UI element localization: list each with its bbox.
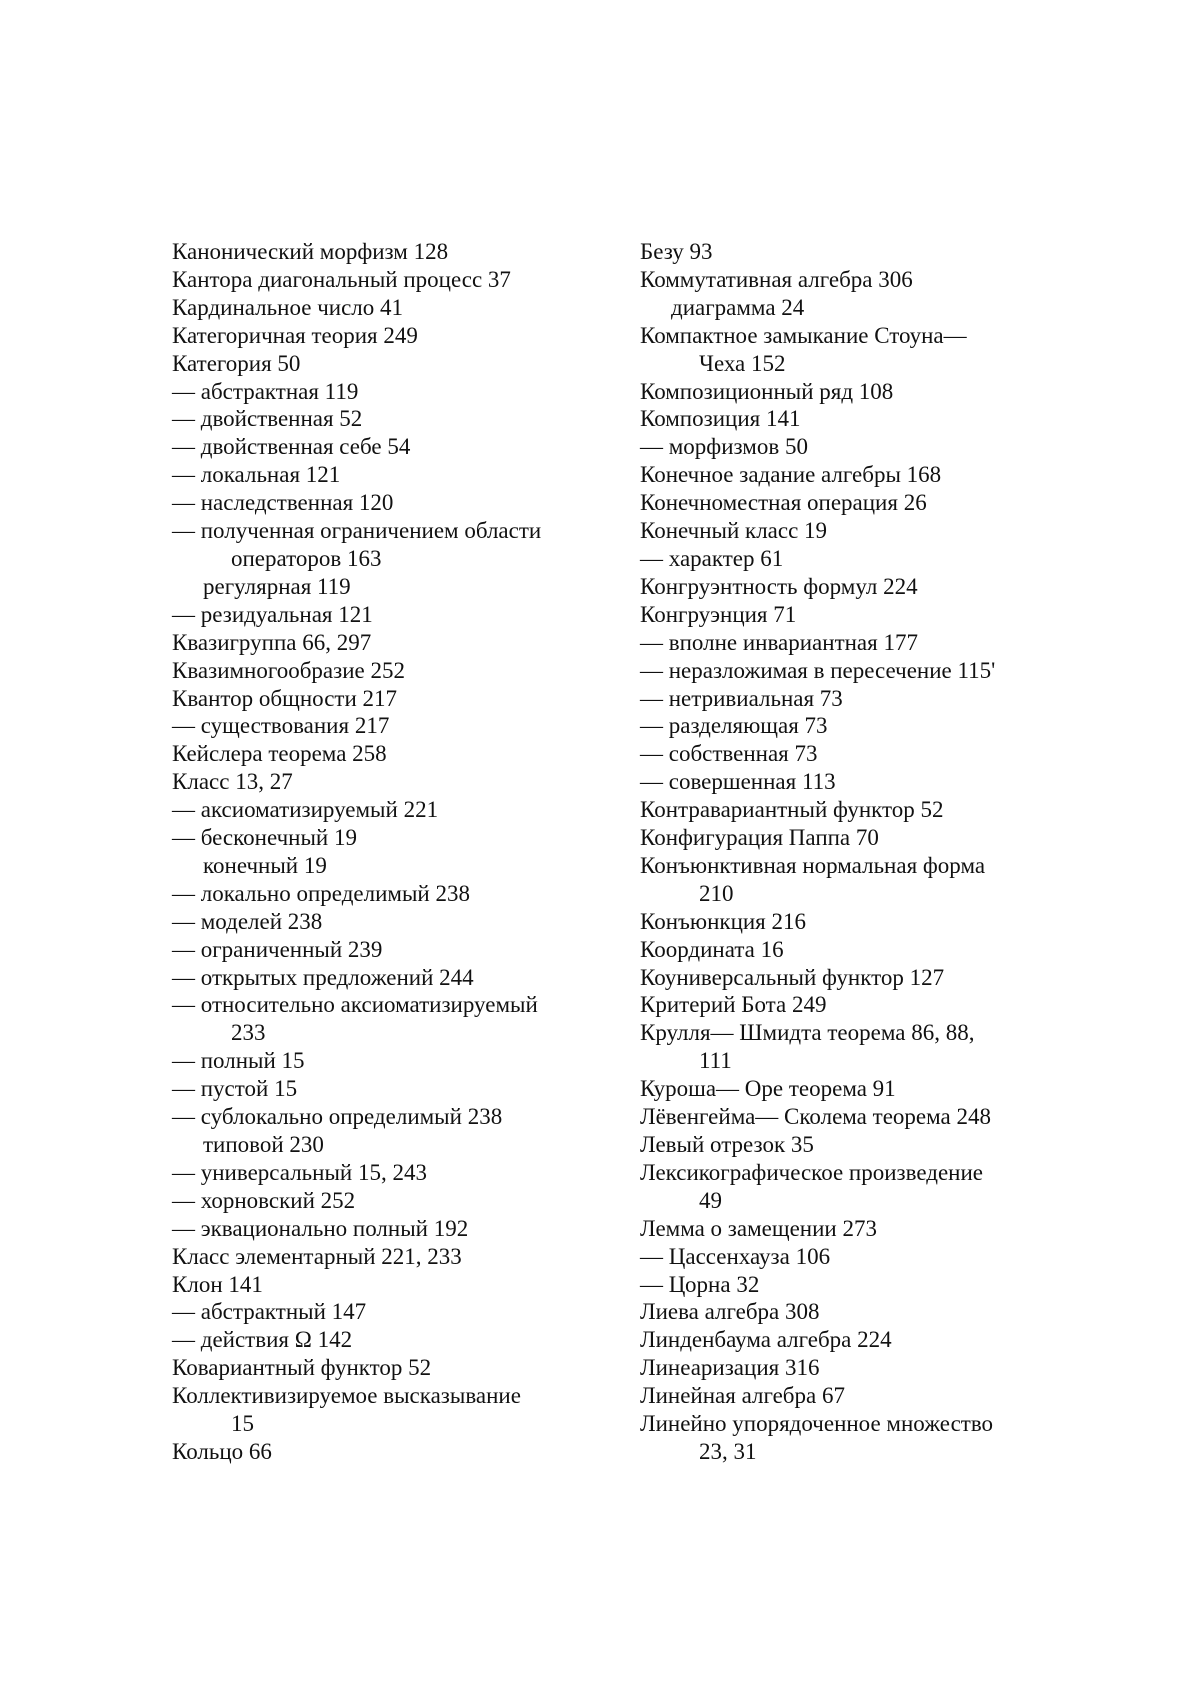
index-entry: Конъюнкция 216 [640, 908, 807, 934]
index-entry: 15 [231, 1411, 254, 1437]
index-entry: Кольцо 66 [172, 1438, 272, 1464]
index-entry: — полученная ограничением области [172, 518, 542, 544]
index-entry: Координата 16 [640, 936, 784, 962]
index-entry: Клон 141 [172, 1271, 263, 1297]
index-entry: — неразложимая в пересечение 115' [640, 657, 996, 683]
index-entry: Линейно упорядоченное множество [640, 1411, 994, 1437]
index-entry: — локально определимый 238 [172, 880, 470, 906]
index-entry: Класс элементарный 221, 233 [172, 1243, 462, 1269]
index-entry: Лёвенгейма— Сколема теорема 248 [640, 1104, 991, 1130]
index-column-right [640, 238, 1060, 1466]
index-entry: Критерий Бота 249 [640, 992, 827, 1018]
index-entry: Компактное замыкание Стоуна— [640, 322, 967, 348]
index-entry: Коллективизируемое высказывание [172, 1383, 521, 1409]
index-entry: Куроша— Оре теорема 91 [640, 1076, 896, 1102]
index-entry: Категоричная теория 249 [172, 322, 418, 348]
index-entry: — аксиоматизируемый 221 [172, 797, 439, 823]
index-entry: — полный 15 [172, 1048, 305, 1074]
index-entry: Канонический морфизм 128 [172, 239, 449, 264]
index-entry: 49 [699, 1187, 722, 1213]
index-entry: Лемма о замещении 273 [640, 1215, 877, 1241]
index-entry: Класс 13, 27 [172, 769, 293, 795]
index-entry: — универсальный 15, 243 [172, 1159, 427, 1185]
index-entry: операторов 163 [231, 545, 382, 571]
index-entry: — хорновский 252 [172, 1187, 356, 1213]
index-entry: — действия Ω 142 [172, 1327, 353, 1353]
index-entry: — пустой 15 [172, 1076, 298, 1102]
index-entry: Кантора диагональный процесс 37 [172, 266, 511, 292]
index-entry: — характер 61 [640, 545, 784, 571]
index-entry: Линейная алгебра 67 [640, 1383, 845, 1409]
index-entry: — Цорна 32 [640, 1271, 760, 1297]
index-entry: — локальная 121 [172, 462, 341, 488]
index-entry: — двойственная себе 54 [172, 434, 411, 460]
index-entry: Конечный класс 19 [640, 518, 828, 544]
index-entry: — открытых предложений 244 [172, 964, 474, 990]
index-column-left [172, 238, 612, 1466]
index-entry: Контравариантный функтор 52 [640, 797, 944, 823]
index-entry: диаграмма 24 [671, 294, 805, 320]
index-entry: 210 [699, 880, 734, 906]
index-entry: Чеха 152 [699, 350, 786, 376]
index-entry: — относительно аксиоматизируемый [172, 992, 538, 1018]
index-entry: 111 [699, 1048, 732, 1074]
index-entry: Квазимногообразие 252 [172, 657, 405, 683]
index-entry: — двойственная 52 [172, 406, 363, 432]
index-entry: Конгруэнтность формул 224 [640, 573, 918, 599]
index-entry: — моделей 238 [172, 908, 323, 934]
index-entry: — резидуальная 121 [172, 601, 373, 627]
index-entry: Коммутативная алгебра 306 [640, 266, 913, 292]
index-entry: — совершенная 113 [640, 769, 836, 795]
index-entry: Квантор общности 217 [172, 685, 398, 711]
index-entry: — ограниченный 239 [172, 936, 383, 962]
index-entry: Линденбаума алгебра 224 [640, 1327, 892, 1353]
index-entry: Лексикографическое произведение [640, 1159, 984, 1185]
index-entry: — эквационально полный 192 [172, 1215, 469, 1241]
index-entry: Кардинальное число 41 [172, 294, 403, 320]
index-entry: Крулля— Шмидта теорема 86, 88, [640, 1020, 975, 1046]
index-entry: — существования 217 [172, 713, 390, 739]
index-entry: типовой 230 [203, 1132, 324, 1157]
index-entry: Конфигурация Паппа 70 [640, 825, 879, 851]
index-entry: — наследственная 120 [172, 490, 394, 516]
index-entry: Категория 50 [172, 350, 301, 376]
index-entry: Линеаризация 316 [640, 1355, 820, 1381]
index-entry: — Цассенхауза 106 [640, 1243, 831, 1269]
index-entry: Лиева алгебра 308 [640, 1299, 820, 1325]
index-entry: — морфизмов 50 [640, 434, 808, 460]
index-entry: Коуниверсальный функтор 127 [640, 964, 945, 990]
index-entry: Конечноместная операция 26 [640, 490, 927, 516]
index-entry: 233 [231, 1020, 266, 1046]
index-entry: — сублокально определимый 238 [172, 1104, 503, 1130]
index-entry: Композиция 141 [640, 406, 801, 432]
index-entry: Ковариантный функтор 52 [172, 1355, 432, 1381]
index-entry: — собственная 73 [640, 741, 818, 767]
index-entry: Конгруэнция 71 [640, 601, 797, 627]
index-entry: — бесконечный 19 [172, 825, 357, 851]
index-entry: — разделяющая 73 [640, 713, 828, 739]
index-entry: 23, 31 [699, 1438, 757, 1464]
index-entry: Кейслера теорема 258 [172, 741, 387, 767]
index-entry: — вполне инвариантная 177 [640, 629, 918, 655]
index-entry: Левый отрезок 35 [640, 1132, 814, 1157]
index-entry: — абстрактная 119 [172, 378, 359, 404]
index-entry: Конъюнктивная нормальная форма [640, 852, 986, 878]
index-entry: Композиционный ряд 108 [640, 378, 894, 404]
index-entry: регулярная 119 [203, 573, 351, 599]
index-entry: конечный 19 [203, 852, 327, 878]
index-entry: — нетривиальная 73 [640, 685, 843, 711]
index-entry: Конечное задание алгебры 168 [640, 462, 942, 488]
index-entry: Безу 93 [640, 239, 713, 264]
index-entry: Квазигруппа 66, 297 [172, 629, 372, 655]
index-entry: — абстрактный 147 [172, 1299, 367, 1325]
